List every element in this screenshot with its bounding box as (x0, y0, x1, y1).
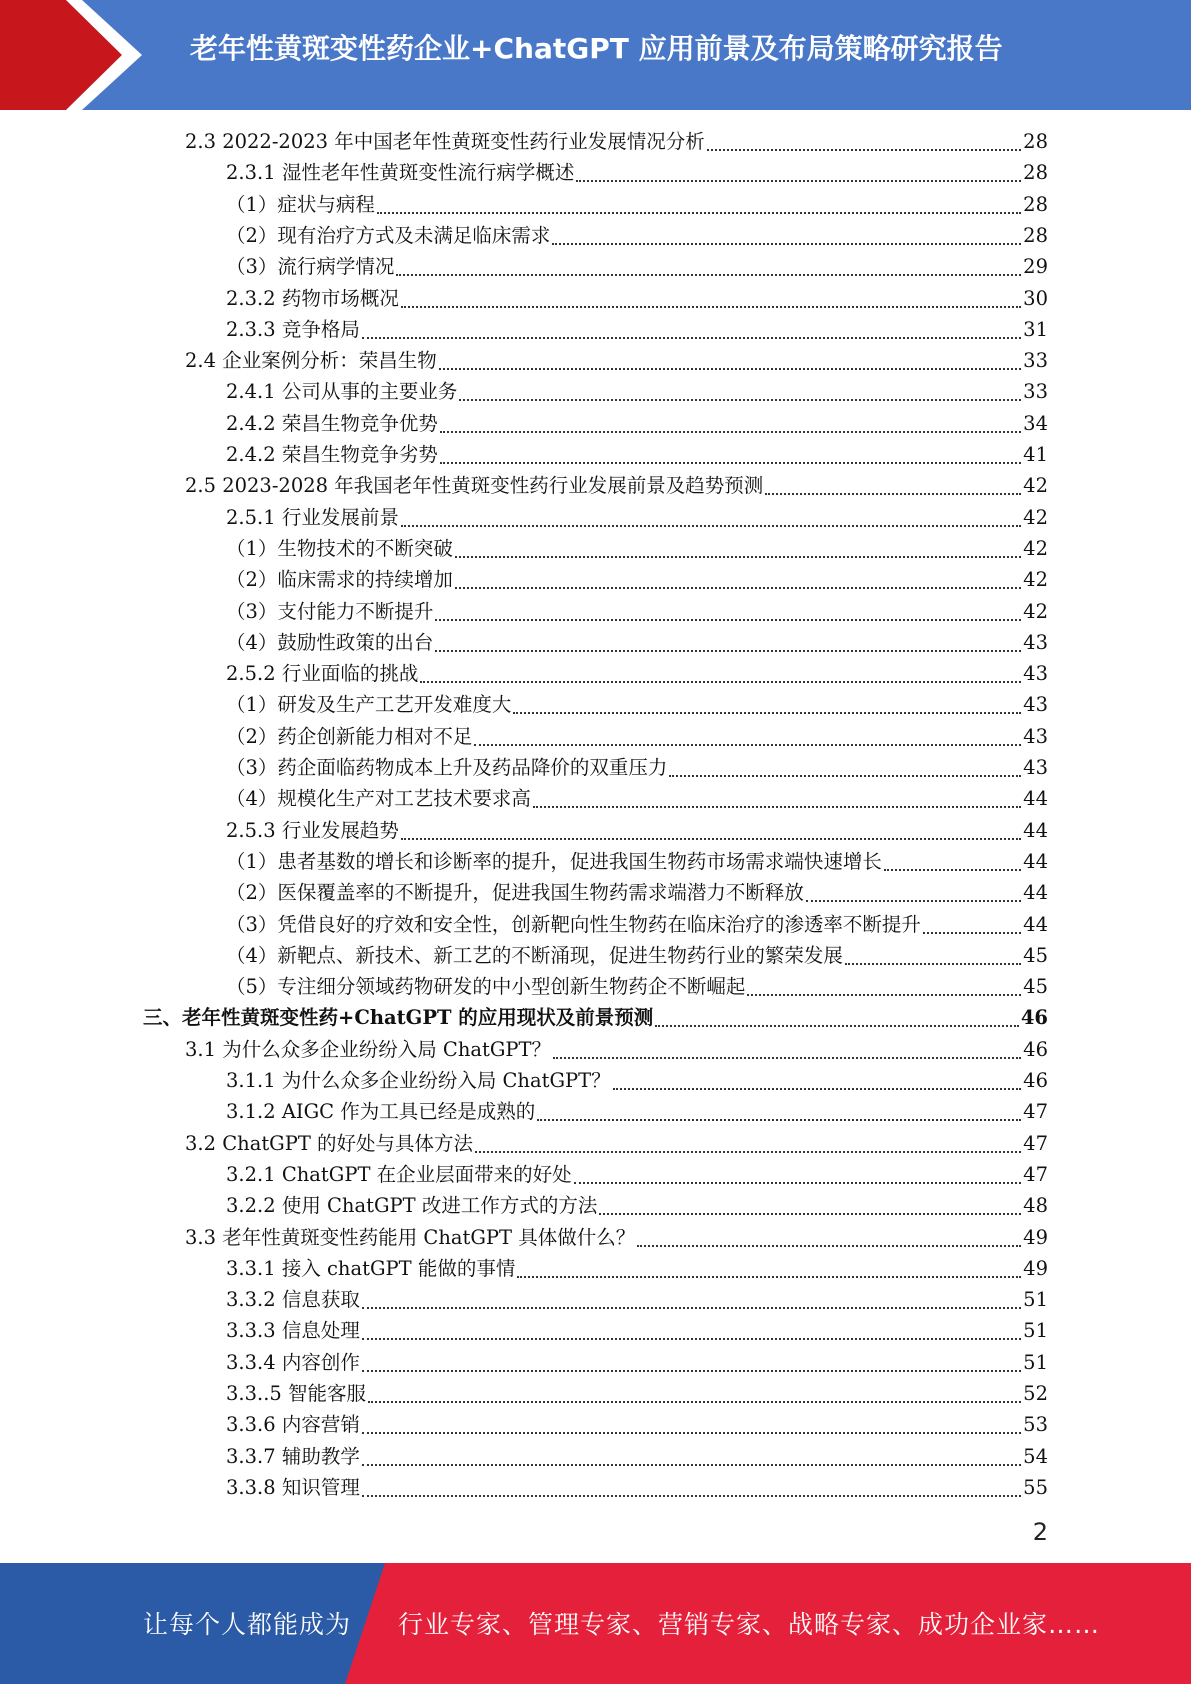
page-number: 2 (1032, 1518, 1048, 1546)
toc-entry-title: （2）临床需求的持续增加 (226, 568, 453, 592)
toc-entry-page: 44 (1023, 849, 1048, 873)
toc-entry-page: 47 (1023, 1131, 1048, 1155)
toc-entry-page: 44 (1023, 787, 1048, 811)
toc-entry[interactable] (226, 659, 1048, 689)
toc-entry-title: （4）新靶点、新技术、新工艺的不断涌现，促进生物药行业的繁荣发展 (226, 943, 843, 967)
toc-dot-leader (362, 1370, 1021, 1372)
toc-dot-leader (362, 1338, 1021, 1340)
toc-entry-title: （5）专注细分领域药物研发的中小型创新生物药企不断崛起 (226, 975, 746, 999)
toc-dot-leader (362, 337, 1021, 339)
toc-entry[interactable] (226, 1410, 1048, 1440)
toc-entry[interactable] (226, 1442, 1048, 1472)
toc-entry-page: 43 (1023, 693, 1048, 717)
header-banner (0, 0, 1191, 110)
toc-dot-leader (845, 963, 1021, 965)
toc-entry-page: 55 (1023, 1475, 1048, 1499)
toc-entry-title: 2.3.3 竞争格局 (226, 317, 360, 341)
toc-entry-page: 31 (1023, 317, 1048, 341)
toc-entry[interactable] (185, 1035, 1048, 1065)
toc-entry-page: 49 (1023, 1225, 1048, 1249)
toc-entry[interactable] (226, 1160, 1048, 1190)
toc-entry-title: 3.3 老年性黄斑变性药能用 ChatGPT 具体做什么？ (185, 1225, 636, 1249)
toc-dot-leader (439, 368, 1021, 370)
toc-dot-leader (747, 994, 1021, 996)
toc-dot-leader (459, 399, 1021, 401)
toc-entry-page: 47 (1023, 1162, 1048, 1186)
toc-entry-title: 3.3.3 信息处理 (226, 1319, 360, 1343)
toc-dot-leader (806, 900, 1021, 902)
toc-entry[interactable] (226, 816, 1048, 846)
toc-entry-page: 43 (1023, 630, 1048, 654)
toc-dot-leader (401, 525, 1021, 527)
toc-entry-page: 53 (1023, 1413, 1048, 1437)
toc-entry[interactable] (226, 910, 1048, 940)
toc-entry-title: 3.3.2 信息获取 (226, 1288, 360, 1312)
toc-entry-page: 47 (1023, 1100, 1048, 1124)
toc-dot-leader (513, 712, 1021, 714)
toc-entry-title: （1）患者基数的增长和诊断率的提升，促进我国生物药市场需求端快速增长 (226, 849, 882, 873)
toc-entry-page: 46 (1023, 1069, 1048, 1092)
toc-entry-page: 44 (1023, 818, 1048, 842)
toc-entry-page: 45 (1023, 975, 1048, 999)
footer-slogan-left: 让每个人都能成为 (143, 1610, 352, 1639)
toc-entry-page: 51 (1023, 1288, 1048, 1312)
toc-entry[interactable] (226, 784, 1048, 814)
toc-entry[interactable] (226, 252, 1048, 282)
toc-entry-title: 2.3 2022-2023 年中国老年性黄斑变性药行业发展情况分析 (185, 130, 705, 153)
toc-entry[interactable] (226, 221, 1048, 251)
toc-entry-title: （3）药企面临药物成本上升及药品降价的双重压力 (226, 756, 668, 779)
toc-entry-title: 2.4.2 荣昌生物竞争劣势 (226, 443, 438, 466)
toc-entry-title: 2.4 企业案例分析：荣昌生物 (185, 349, 437, 373)
toc-entry-page: 44 (1023, 881, 1048, 905)
toc-dot-leader (435, 650, 1021, 652)
toc-entry[interactable] (226, 503, 1048, 533)
toc-entry[interactable] (226, 377, 1048, 407)
toc-entry-page: 46 (1023, 1037, 1048, 1061)
toc-entry-page: 48 (1023, 1194, 1048, 1218)
toc-entry[interactable] (226, 409, 1048, 439)
toc-entry[interactable] (226, 847, 1048, 877)
toc-dot-leader (884, 869, 1021, 871)
toc-dot-leader (517, 1276, 1021, 1278)
toc-dot-leader (420, 681, 1021, 683)
toc-entry[interactable] (226, 1473, 1048, 1503)
toc-entry-title: 3.3.1 接入 chatGPT 能做的事情 (226, 1256, 516, 1280)
toc-entry[interactable] (226, 190, 1048, 220)
toc-entry[interactable] (226, 1316, 1048, 1346)
toc-entry[interactable] (185, 1129, 1048, 1159)
toc-entry-page: 42 (1023, 505, 1048, 529)
toc-entry-title: （2）医保覆盖率的不断提升，促进我国生物药需求端潜力不断释放 (226, 881, 804, 905)
footer-banner (0, 1563, 1191, 1684)
toc-entry-title: （3）支付能力不断提升 (226, 599, 434, 623)
toc-entry-title: 3.2.1 ChatGPT 在企业层面带来的好处 (226, 1162, 572, 1186)
toc-entry-page: 28 (1023, 192, 1048, 216)
toc-entry-title: （2）现有治疗方式及未满足临床需求 (226, 223, 551, 247)
toc-dot-leader (377, 212, 1021, 214)
toc-dot-leader (923, 932, 1021, 934)
toc-entry-title: （1）研发及生产工艺开发难度大 (226, 693, 512, 717)
toc-entry[interactable] (226, 597, 1048, 627)
toc-entry-page: 33 (1023, 380, 1048, 404)
toc-entry-page: 28 (1023, 130, 1048, 153)
toc-entry[interactable] (226, 972, 1048, 1002)
toc-entry[interactable] (185, 1223, 1048, 1253)
toc-entry-title: 2.5.2 行业面临的挑战 (226, 662, 419, 686)
toc-entry-title: 2.5.3 行业发展趋势 (226, 818, 399, 842)
toc-entry-title: 3.3.7 辅助教学 (226, 1444, 360, 1468)
toc-entry[interactable] (226, 1097, 1048, 1127)
toc-entry[interactable] (226, 565, 1048, 595)
toc-entry[interactable] (226, 440, 1048, 470)
toc-entry-page: 54 (1023, 1444, 1048, 1468)
toc-dot-leader (362, 1307, 1021, 1309)
toc-entry-title: （4）规模化生产对工艺技术要求高 (226, 787, 531, 811)
toc-entry[interactable] (226, 1348, 1048, 1378)
report-title: 老年性黄斑变性药企业+ChatGPT 应用前景及布局策略研究报告 (190, 32, 1003, 65)
toc-entry[interactable] (226, 315, 1048, 345)
toc-dot-leader (707, 149, 1021, 151)
toc-dot-leader (440, 431, 1021, 433)
toc-entry-page: 52 (1023, 1382, 1048, 1405)
toc-entry[interactable] (226, 1285, 1048, 1315)
toc-entry-title: 3.2.2 使用 ChatGPT 改进工作方式的方法 (226, 1194, 598, 1218)
toc-entry-page: 42 (1023, 568, 1048, 592)
toc-entry-page: 46 (1020, 1006, 1048, 1030)
toc-entry-page: 28 (1023, 161, 1048, 185)
toc-entry-page: 33 (1023, 349, 1048, 373)
toc-entry[interactable] (226, 1191, 1048, 1221)
toc-entry[interactable] (226, 690, 1048, 720)
toc-entry-title: 3.3.6 内容营销 (226, 1413, 360, 1437)
toc-entry-page: 28 (1023, 223, 1048, 247)
toc-entry-title: 3.1.2 AIGC 作为工具已经是成熟的 (226, 1100, 536, 1124)
toc-entry[interactable] (143, 1003, 1048, 1033)
toc-entry-page: 42 (1023, 599, 1048, 623)
toc-entry[interactable] (226, 1254, 1048, 1284)
toc-entry-page: 45 (1023, 943, 1048, 967)
toc-dot-leader (362, 1464, 1021, 1466)
toc-entry[interactable] (226, 1379, 1048, 1409)
toc-entry[interactable] (226, 753, 1048, 783)
toc-dot-leader (455, 556, 1021, 558)
toc-dot-leader (574, 1182, 1022, 1184)
toc-dot-leader (475, 1151, 1021, 1153)
toc-entry[interactable] (226, 941, 1048, 971)
toc-entry[interactable] (185, 471, 1048, 501)
toc-dot-leader (552, 243, 1021, 245)
toc-entry-title: 3.3.4 内容创作 (226, 1350, 360, 1374)
toc-dot-leader (537, 1119, 1021, 1121)
toc-entry-page: 51 (1023, 1319, 1048, 1343)
toc-entry-page: 34 (1023, 411, 1048, 435)
toc-entry[interactable] (226, 534, 1048, 564)
toc-entry[interactable] (226, 628, 1048, 658)
toc-entry-page: 42 (1023, 474, 1048, 498)
toc-entry-title: 三、老年性黄斑变性药+ChatGPT 的应用现状及前景预测 (143, 1006, 654, 1030)
toc-entry-page: 43 (1023, 724, 1048, 748)
toc-entry-title: 2.5.1 行业发展前景 (226, 505, 399, 529)
toc-entry-title: （1）症状与病程 (226, 192, 375, 216)
toc-entry-title: 3.3..5 智能客服 (226, 1382, 367, 1405)
toc-dot-leader (613, 1088, 1022, 1090)
toc-entry-page: 42 (1023, 536, 1048, 560)
toc-dot-leader (655, 1025, 1019, 1027)
toc-entry[interactable] (226, 158, 1048, 188)
toc-entry-title: （3）凭借良好的疗效和安全性，创新靶向性生物药在临床治疗的渗透率不断提升 (226, 912, 921, 936)
toc-entry-page: 49 (1023, 1256, 1048, 1280)
toc-entry-title: （1）生物技术的不断突破 (226, 536, 453, 560)
toc-dot-leader (435, 619, 1021, 621)
toc-entry-title: 3.2 ChatGPT 的好处与具体方法 (185, 1131, 474, 1155)
toc-dot-leader (440, 462, 1021, 464)
toc-entry-title: 2.4.2 荣昌生物竞争优势 (226, 411, 438, 435)
toc-dot-leader (362, 1432, 1021, 1434)
toc-dot-leader (533, 806, 1021, 808)
toc-dot-leader (401, 306, 1021, 308)
toc-entry-title: （2）药企创新能力相对不足 (226, 724, 473, 748)
toc-entry-title: 2.5 2023-2028 年我国老年性黄斑变性药行业发展前景及趋势预测 (185, 474, 764, 498)
toc-dot-leader (362, 1495, 1021, 1497)
footer-slogan-right: 行业专家、管理专家、营销专家、战略专家、成功企业家…… (398, 1610, 1101, 1639)
toc-dot-leader (669, 775, 1021, 777)
header-arrow-icon (0, 0, 160, 110)
toc-dot-leader (455, 587, 1021, 589)
toc-dot-leader (401, 838, 1021, 840)
toc-dot-leader (765, 493, 1021, 495)
toc-entry-title: （3）流行病学情况 (226, 255, 395, 279)
toc-entry-title: 3.3.8 知识管理 (226, 1475, 360, 1499)
toc-dot-leader (599, 1213, 1021, 1215)
toc-dot-leader (637, 1245, 1021, 1247)
toc-dot-leader (474, 744, 1021, 746)
toc-dot-leader (368, 1401, 1021, 1403)
toc-entry[interactable] (185, 346, 1048, 376)
toc-entry-page: 43 (1023, 756, 1048, 779)
toc-entry-page: 43 (1023, 662, 1048, 686)
toc-entry[interactable] (226, 284, 1048, 314)
toc-entry-title: 3.1.1 为什么众多企业纷纷入局 ChatGPT？ (226, 1069, 611, 1092)
toc-entry-title: （4）鼓励性政策的出台 (226, 630, 434, 654)
toc-entry-title: 3.1 为什么众多企业纷纷入局 ChatGPT？ (185, 1037, 552, 1061)
toc-entry[interactable] (226, 1066, 1048, 1096)
toc-entry[interactable] (226, 878, 1048, 908)
toc-entry-page: 41 (1023, 443, 1048, 466)
toc-entry[interactable] (185, 127, 1048, 157)
toc-dot-leader (396, 274, 1021, 276)
toc-entry-title: 2.3.2 药物市场概况 (226, 286, 399, 310)
toc-entry-page: 51 (1023, 1350, 1048, 1374)
toc-entry-page: 30 (1023, 286, 1048, 310)
toc-entry-page: 29 (1023, 255, 1048, 279)
toc-entry-page: 44 (1023, 912, 1048, 936)
toc-dot-leader (553, 1057, 1021, 1059)
toc-entry-title: 2.3.1 湿性老年性黄斑变性流行病学概述 (226, 161, 575, 185)
toc-entry-title: 2.4.1 公司从事的主要业务 (226, 380, 458, 404)
toc-entry[interactable] (226, 722, 1048, 752)
toc-dot-leader (576, 180, 1021, 182)
